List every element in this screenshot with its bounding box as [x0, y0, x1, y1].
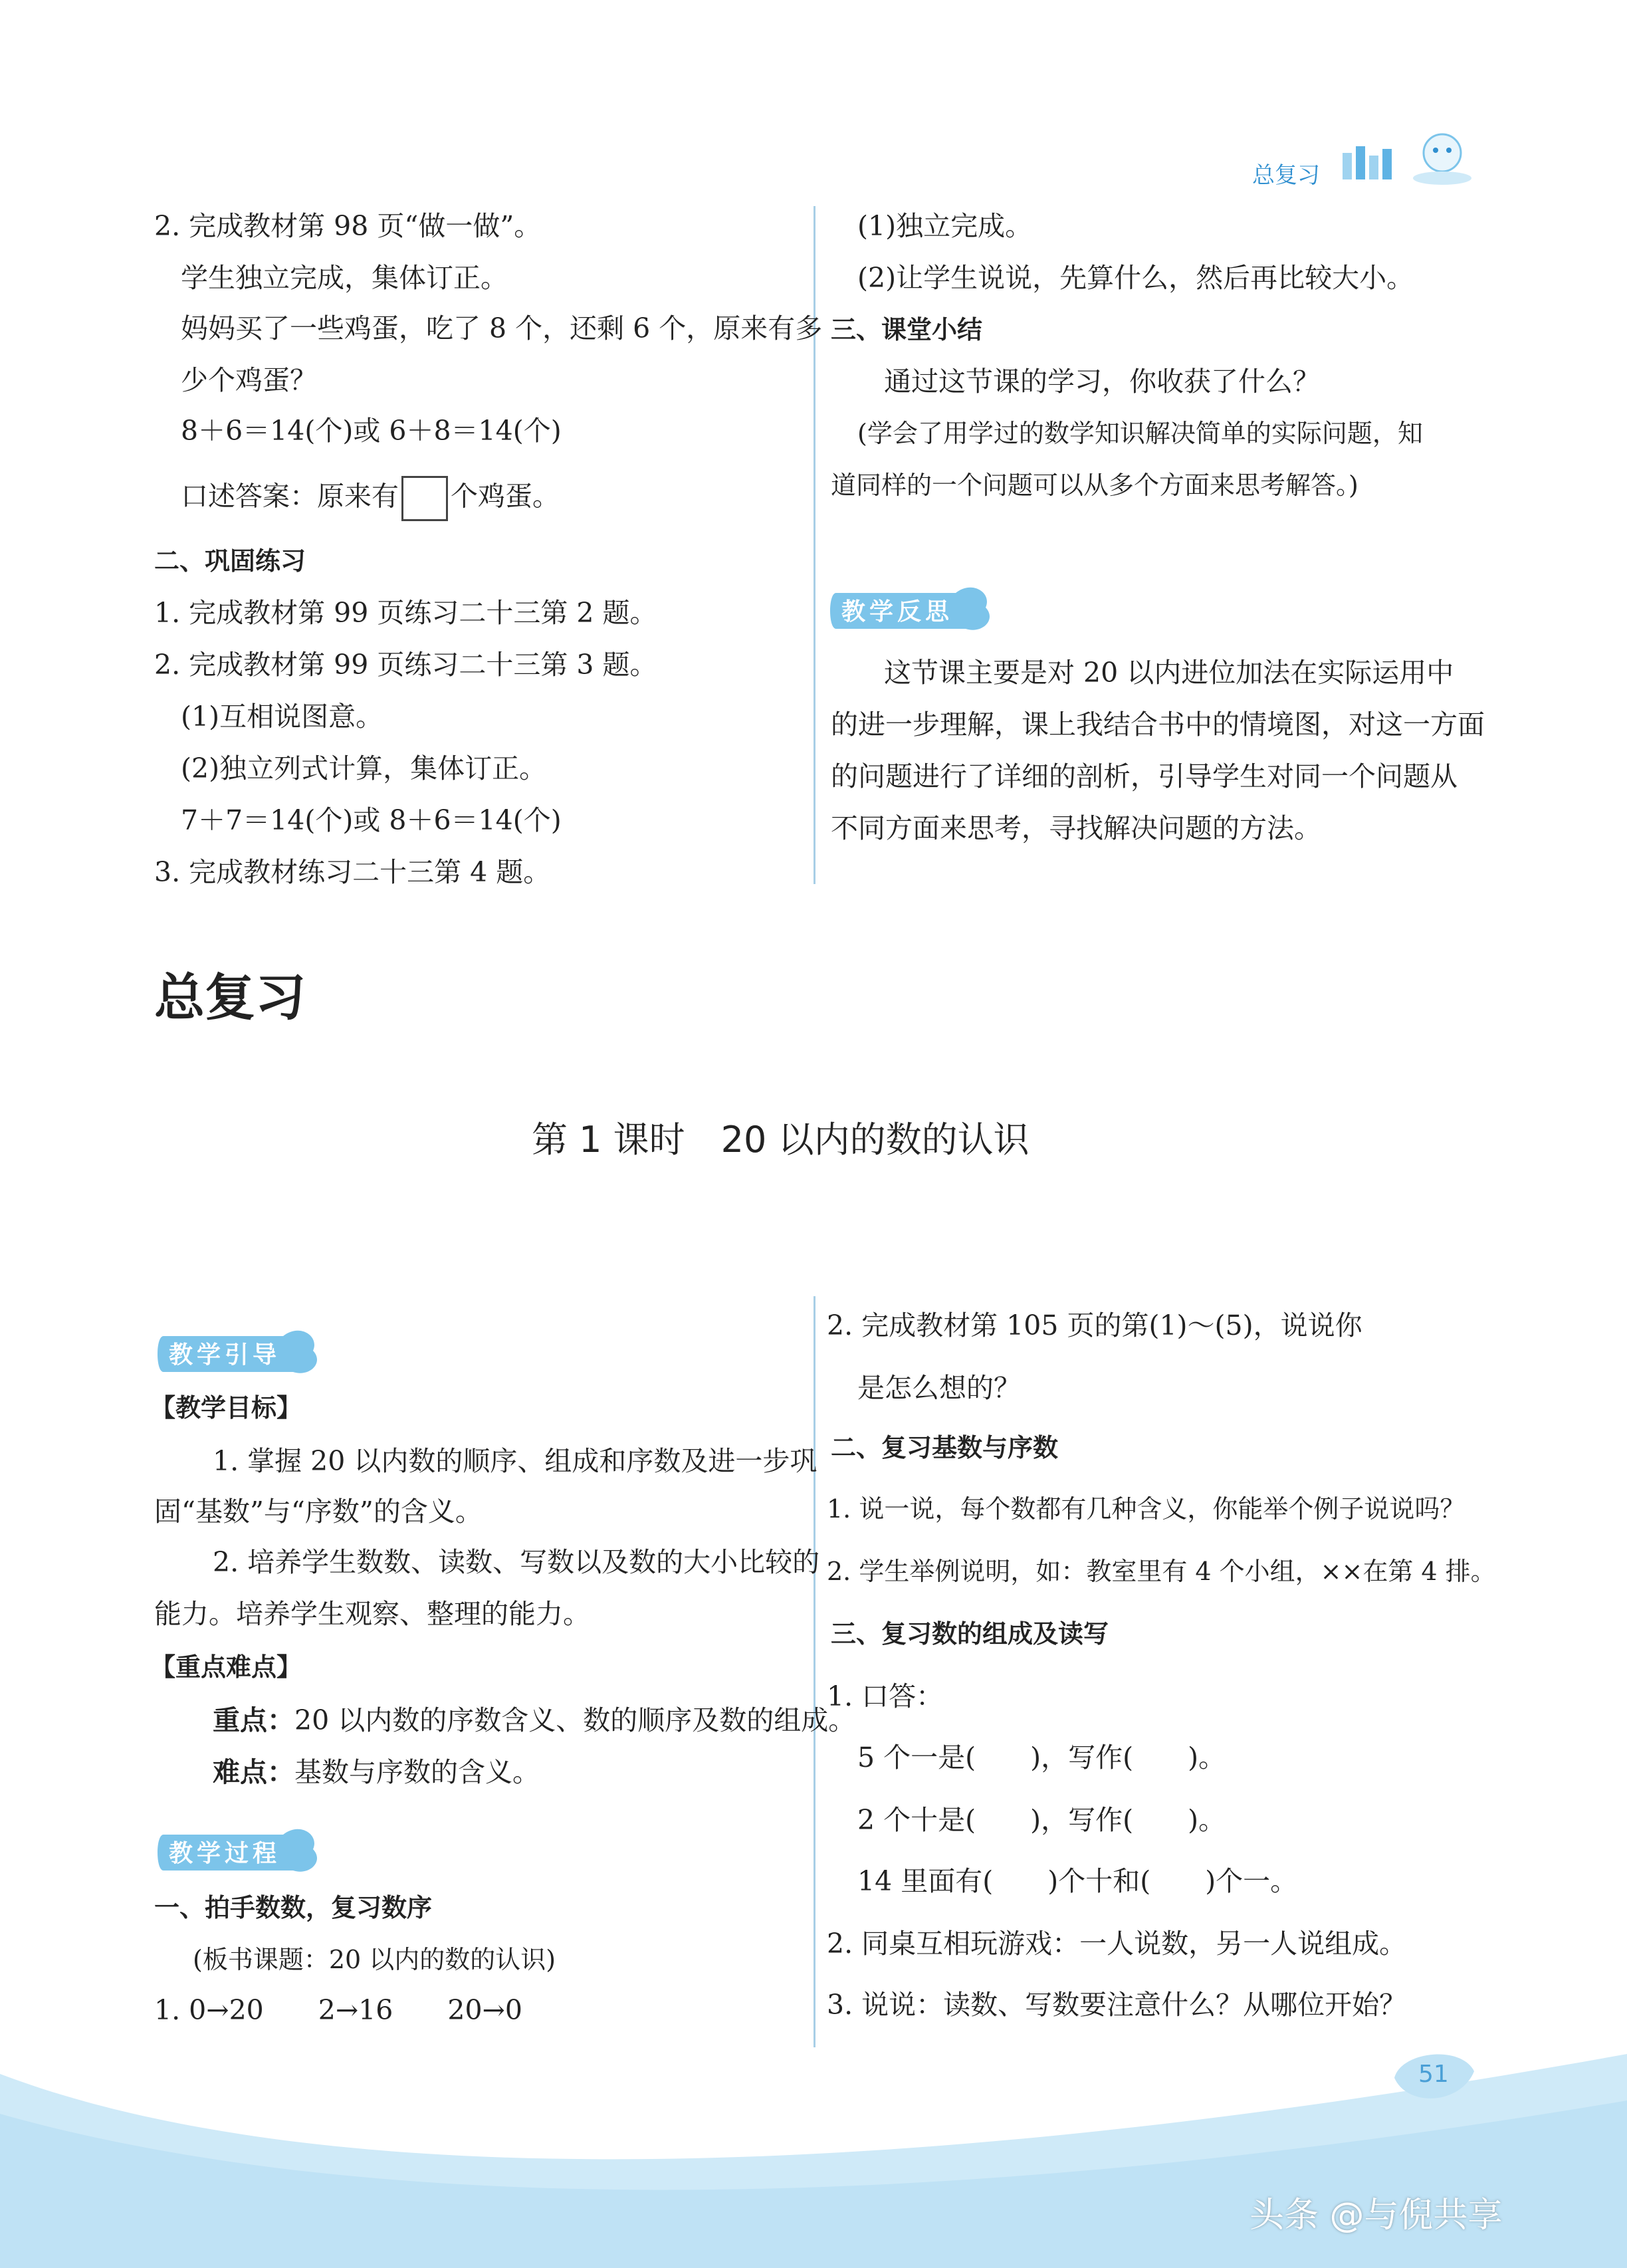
section-heading: 三、课堂小结 — [831, 315, 983, 344]
text-line: (1)互相说图意。 — [181, 701, 383, 733]
text-line: 8＋6＝14(个)或 6＋8＝14(个) — [181, 415, 562, 447]
text-line: (2)独立列式计算，集体订正。 — [181, 752, 547, 784]
text-line: 的问题进行了详细的剖析，引导学生对同一个问题从 — [831, 760, 1458, 792]
text-line: 1. 掌握 20 以内数的顺序、组成和序数及进一步巩 — [213, 1445, 817, 1477]
difficulty-line — [213, 1754, 540, 1791]
text-line: 2. 同桌互相玩游戏：一人说数，另一人说组成。 — [827, 1928, 1407, 1960]
text-line: 2. 培养学生数数、读数、写数以及数的大小比较的 — [213, 1546, 820, 1578]
badge-label: 教学过程 — [169, 1840, 281, 1867]
badge-teaching-reflection — [823, 573, 996, 637]
answer-prefix: 口述答案：原来有 — [181, 480, 399, 512]
text-line: 3. 说说：读数、写数要注意什么？从哪位开始？ — [827, 1989, 1407, 2021]
text-line: 2. 完成教材第 98 页“做一做”。 — [154, 210, 542, 242]
section-heading: 一、拍手数数，复习数序 — [154, 1893, 433, 1922]
column-divider-bottom — [814, 1296, 815, 2047]
text-line: 这节课主要是对 20 以内进位加法在实际运用中 — [884, 657, 1454, 689]
header-section-label: 总复习 — [1252, 162, 1320, 189]
text-line: (学会了用学过的数学知识解决简单的实际问题，知 — [857, 419, 1423, 448]
text-line: 2 个十是( )，写作( )。 — [857, 1804, 1226, 1836]
text-line: 2. 学生举例说明，如：教室里有 4 个小组，××在第 4 排。 — [827, 1557, 1496, 1586]
text-line: (2)让学生说说，先算什么，然后再比较大小。 — [857, 262, 1414, 294]
text-line: 的进一步理解，课上我结合书中的情境图，对这一方面 — [831, 709, 1485, 740]
section-heading: 【教学目标】 — [150, 1393, 302, 1422]
answer-box[interactable] — [401, 476, 448, 521]
section-title: 总复习 — [154, 968, 306, 1027]
section-heading: 【重点难点】 — [150, 1652, 302, 1682]
section-heading: 二、巩固练习 — [154, 546, 306, 576]
text-line: 能力。培养学生观察、整理的能力。 — [154, 1598, 590, 1630]
badge-label: 教学反思 — [841, 598, 954, 625]
text-line: 是怎么想的？ — [857, 1372, 1021, 1404]
text-line: 3. 完成教材练习二十三第 4 题。 — [154, 856, 551, 888]
section-heading: 二、复习基数与序数 — [831, 1433, 1059, 1462]
watermark: 头条 @与倪共享 — [1249, 2196, 1503, 2235]
text-line: 2. 完成教材第 105 页的第(1)～(5)，说说你 — [827, 1309, 1362, 1341]
key-point-line — [213, 1702, 855, 1739]
text-line: 7＋7＝14(个)或 8＋6＝14(个) — [181, 804, 562, 836]
text-line: 2. 完成教材第 99 页练习二十三第 3 题。 — [154, 649, 657, 681]
text-line: 1. 口答： — [827, 1680, 944, 1712]
lesson-title: 第 1 课时 20 以内的数的认识 — [532, 1119, 1030, 1161]
header-mascot-icon — [1336, 126, 1475, 186]
text-line: 妈妈买了一些鸡蛋，吃了 8 个，还剩 6 个，原来有多 — [181, 312, 823, 344]
text-line: 学生独立完成，集体订正。 — [181, 262, 508, 294]
page-number: 51 — [1418, 2061, 1449, 2088]
text-line: (1)独立完成。 — [857, 210, 1033, 242]
answer-suffix: 个鸡蛋。 — [451, 480, 560, 512]
text-line: 1. 说一说，每个数都有几种含义，你能举个例子说说吗？ — [827, 1494, 1465, 1524]
text-line: 少个鸡蛋？ — [181, 364, 317, 396]
difficulty-label: 难点： — [213, 1756, 294, 1788]
key-point-label: 重点： — [213, 1704, 294, 1736]
text-line: 1. 0→20 2→16 20→0 — [154, 1994, 522, 2026]
section-heading: 三、复习数的组成及读写 — [831, 1619, 1109, 1648]
text-line: (板书课题：20 以内的数的认识) — [193, 1945, 556, 1974]
text-line: 通过这节课的学习，你收获了什么？ — [884, 366, 1320, 397]
text-line: 5 个一是( )，写作( )。 — [857, 1742, 1226, 1773]
text-line: 道同样的一个问题可以从多个方面来思考解答。) — [831, 471, 1358, 500]
column-divider-top — [814, 206, 815, 884]
answer-line — [181, 476, 560, 521]
badge-teaching-process — [150, 1815, 323, 1878]
text-line: 不同方面来思考，寻找解决问题的方法。 — [831, 812, 1321, 844]
badge-teaching-guide — [150, 1316, 323, 1380]
text-line: 1. 完成教材第 99 页练习二十三第 2 题。 — [154, 597, 657, 629]
key-point-text: 20 以内数的序数含义、数的顺序及数的组成。 — [294, 1704, 856, 1736]
text-line: 14 里面有( )个十和( )个一。 — [857, 1865, 1298, 1897]
badge-label: 教学引导 — [169, 1341, 281, 1369]
difficulty-text: 基数与序数的含义。 — [294, 1756, 540, 1788]
text-line: 固“基数”与“序数”的含义。 — [154, 1496, 483, 1528]
